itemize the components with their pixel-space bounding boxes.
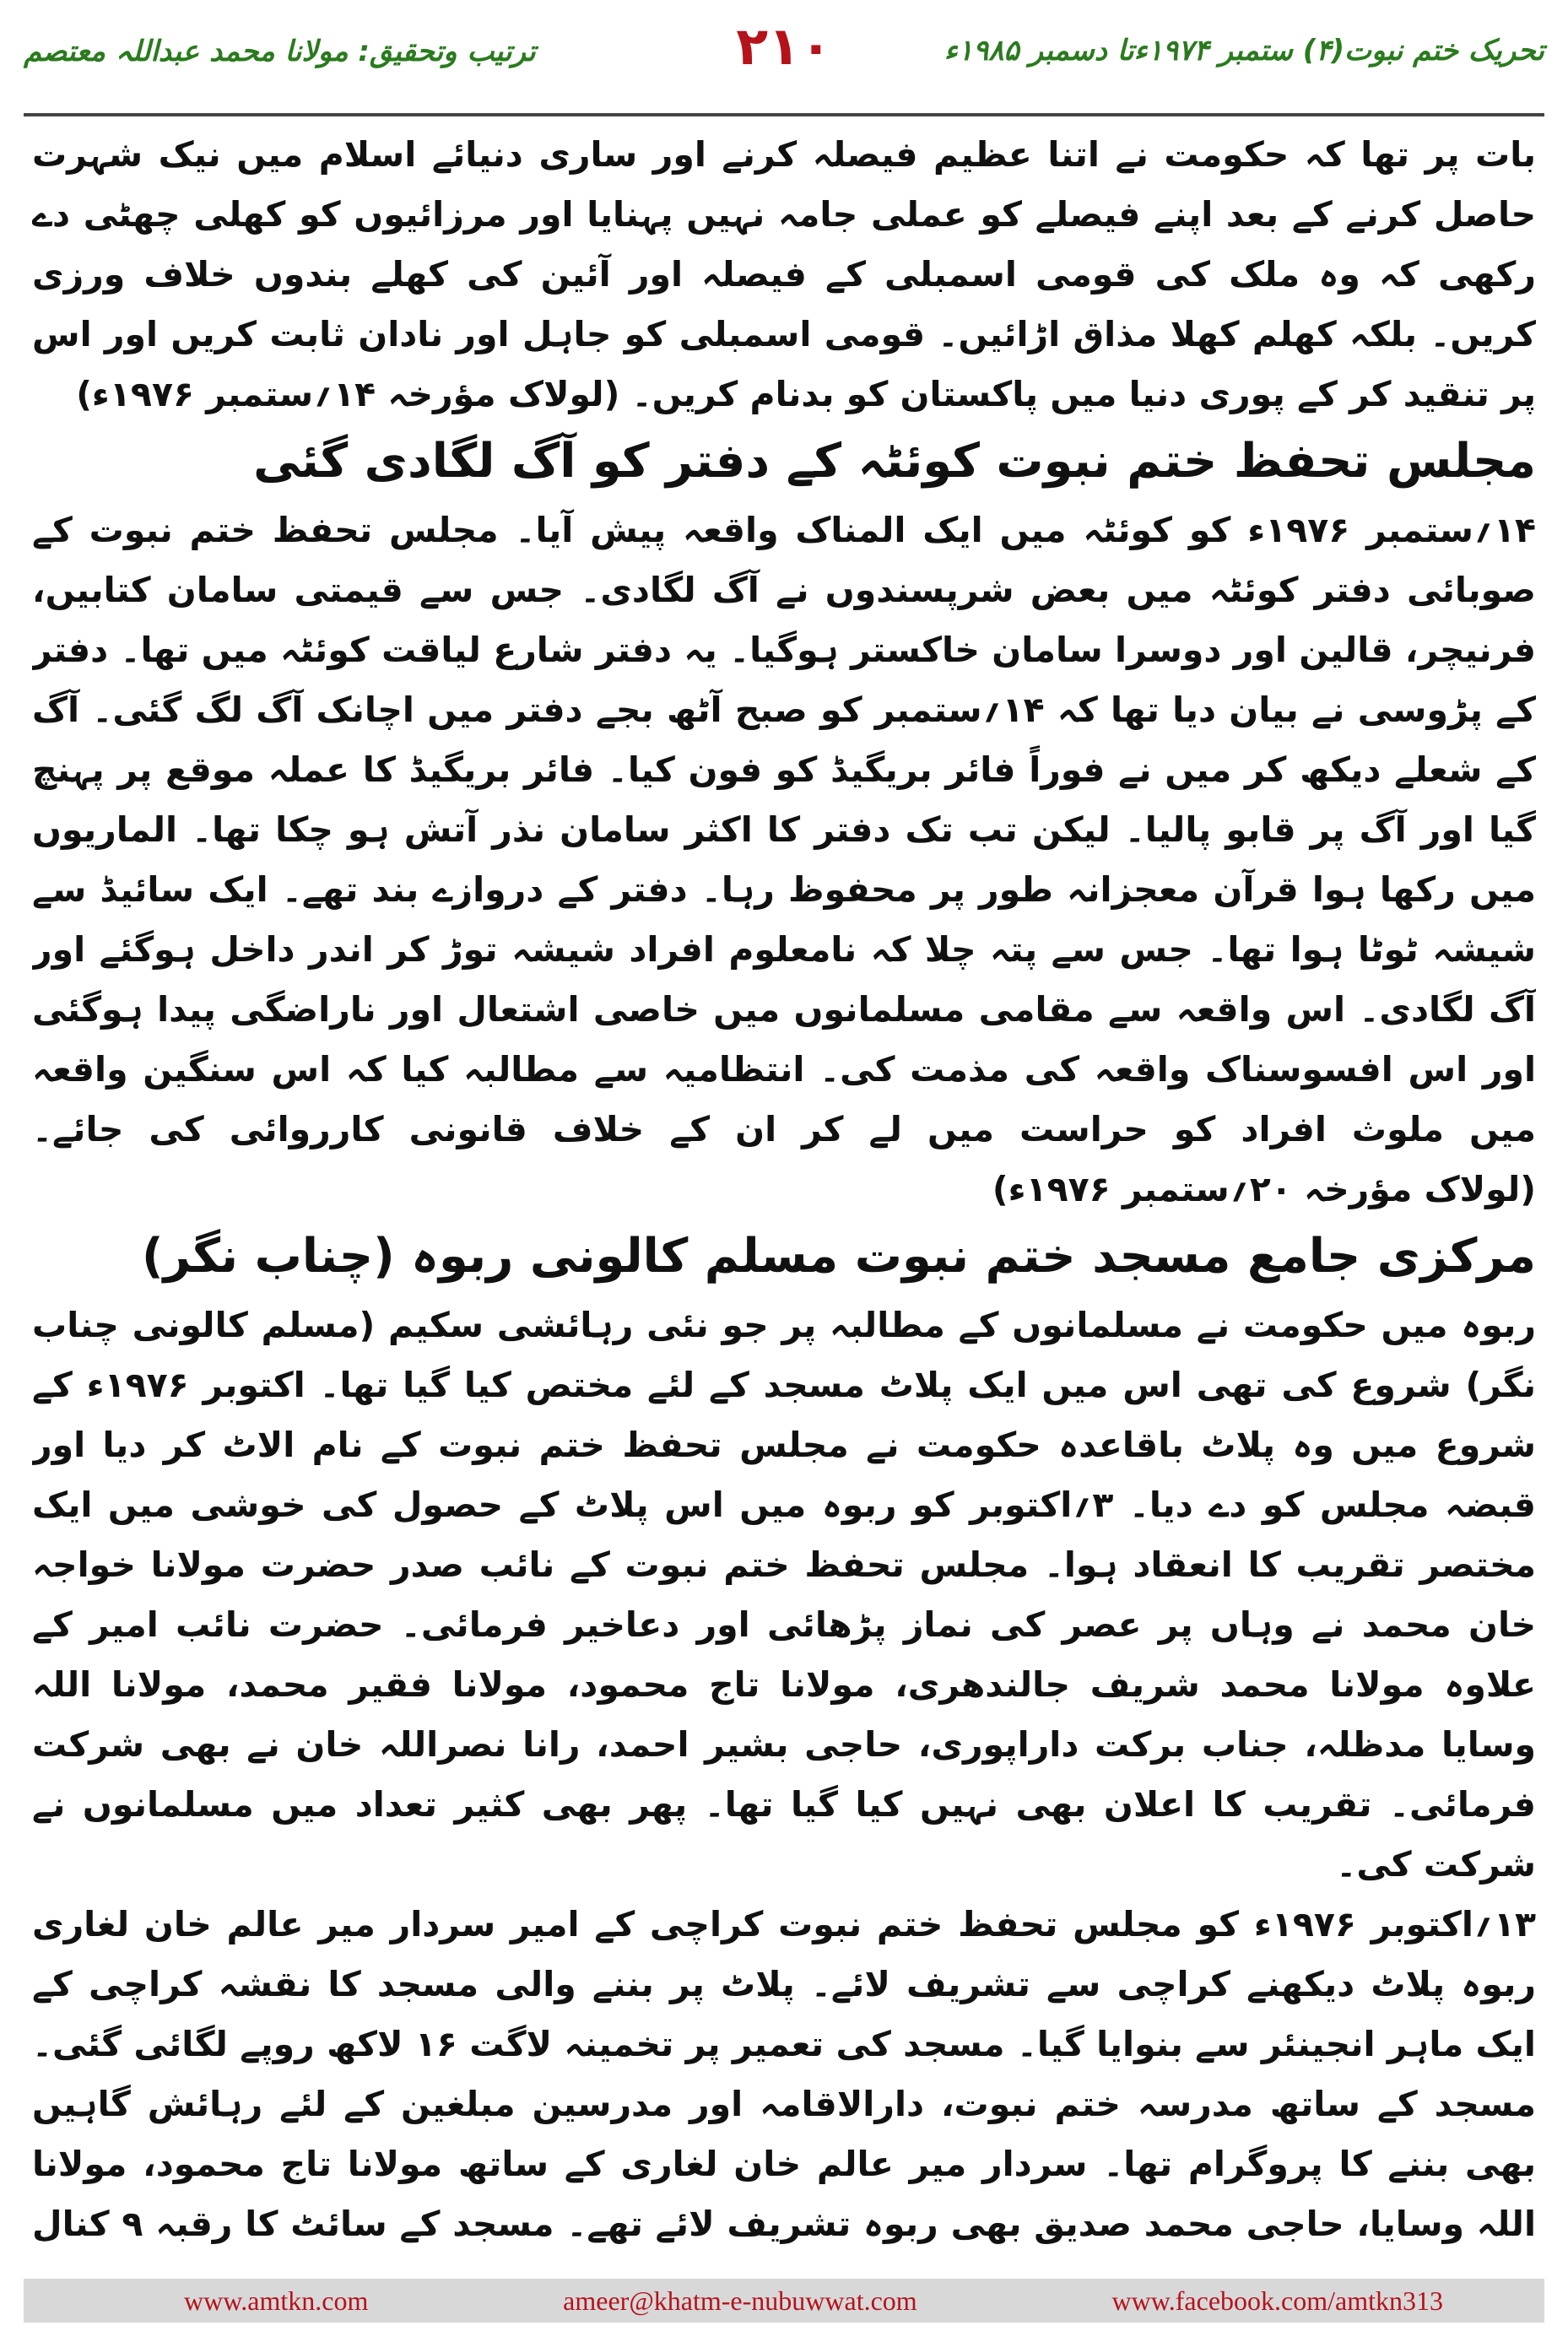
- source-reference: (لولاک مؤرخہ ۱۴؍ستمبر ۱۹۷۶ء): [76, 374, 620, 414]
- page-number: ۲۱۰: [736, 15, 832, 77]
- book-title: تحریک ختم نبوت(۴) ستمبر ۱۹۷۴ءتا دسمبر ۱۹۸۵ء: [944, 34, 1544, 68]
- paragraph: [32, 125, 1536, 425]
- source-reference: (لولاک مؤرخہ ۲۰؍ستمبر ۱۹۷۶ء): [992, 1169, 1536, 1209]
- paragraph-text: بات پر تھا کہ حکومت نے اتنا عظیم فیصلہ کرنے اور ساری دنیائے اسلام میں نیک شہرت حاصل کرنے کے بعد اپنے فیصلے کو عملی جامہ نہیں پہنایا اور مرزائیوں کو کھلی چھٹی دے رکھی کہ وہ ملک کی قومی اسمبلی کے فیصلہ اور آئین کی کھلے بندوں خلاف ورزی کریں۔ بلکہ کھلم کھلا مذاق اڑائیں۔ قومی اسمبلی کو جاہل اور نادان ثابت کریں اور اس پر تنقید کر کے پوری دنیا میں پاکستان کو بدنام کریں۔: [32, 134, 1536, 414]
- paragraph: [32, 1895, 1536, 2256]
- section-heading: مرکزی جامع مسجد ختم نبوت مسلم کالونی ربوہ (چناب نگر): [142, 1229, 1536, 1284]
- compiler-credit: ترتیب وتحقیق: مولانا محمد عبداللہ معتصم: [24, 35, 536, 68]
- website-link[interactable]: www.amtkn.com: [184, 2285, 369, 2316]
- paragraph-text: ۱۴؍ستمبر ۱۹۷۶ء کو کوئٹہ میں ایک المناک واقعہ پیش آیا۔ مجلس تحفظ ختم نبوت کے صوبائی دفتر کوئٹہ میں بعض شرپسندوں نے آگ لگادی۔ جس سے قیمتی سامان کتابیں، فرنیچر، قالین اور دوسرا سامان خاکستر ہوگیا۔ یہ دفتر شارع لیاقت کوئٹہ میں تھا۔ دفتر کے پڑوسی نے بیان دیا تھا کہ ۱۴؍ستمبر کو صبح آٹھ بجے دفتر میں اچانک آگ لگ گئی۔ آگ کے شعلے دیکھ کر میں نے فوراً فائر بریگیڈ کو فون کیا۔ فائر بریگیڈ کا عملہ موقع پر پہنچ گیا اور آگ پر قابو پالیا۔ لیکن تب تک دفتر کا اکثر سامان نذر آتش ہو چکا تھا۔ الماریوں میں رکھا ہوا قرآن معجزانہ طور پر محفوظ رہا۔ دفتر کے دروازے بند تھے۔ ایک سائیڈ سے شیشہ ٹوٹا ہوا تھا۔ جس سے پتہ چلا کہ نامعلوم افراد شیشہ توڑ کر اندر داخل ہوگئے اور آگ لگادی۔ اس واقعہ سے مقامی مسلمانوں میں خاصی اشتعال اور ناراضگی پیدا ہوگئی اور اس افسوسناک واقعہ کی مذمت کی۔ انتظامیہ سے مطالبہ کیا کہ اس سنگین واقعہ میں ملوث افراد کو حراست میں لے کر ان کے خلاف قانونی کارروائی کی جائے۔: [32, 510, 1536, 1149]
- page-header: [24, 12, 1544, 113]
- paragraph: [32, 500, 1536, 1220]
- section-heading: مجلس تحفظ ختم نبوت کوئٹہ کے دفتر کو آگ لگادی گئی: [253, 434, 1536, 489]
- paragraph: ربوہ میں حکومت نے مسلمانوں کے مطالبہ پر جو نئی رہائشی سکیم (مسلم کالونی چناب نگر) شروع کی تھی اس میں ایک پلاٹ مسجد کے لئے مختص کیا گیا تھا۔ اکتوبر ۱۹۷۶ء کے شروع میں وہ پلاٹ باقاعدہ حکومت نے مجلس تحفظ ختم نبوت کے نام الاٹ کر دیا اور قبضہ مجلس کو دے دیا۔ ۳؍اکتوبر کو ربوہ میں اس پلاٹ کے حصول کی خوشی میں ایک مختصر تقریب کا انعقاد ہوا۔ مجلس تحفظ ختم نبوت کے نائب صدر حضرت مولانا خواجہ خان محمد نے وہاں پر عصر کی نماز پڑھائی اور دعاخیر فرمائی۔ حضرت نائب امیر کے علاوہ مولانا محمد شریف جالندھری، مولانا تاج محمود، مولانا فقیر محمد، مولانا اللہ وسایا مدظلہ، جناب برکت داراپوری، حاجی بشیر احمد، رانا نصراللہ خان نے بھی شرکت فرمائی۔ تقریب کا اعلان بھی نہیں کیا گیا تھا۔ پھر بھی کثیر تعداد میں مسلمانوں نے شرکت کی۔: [32, 1305, 1536, 1885]
- paragraph-text: ۱۳؍اکتوبر ۱۹۷۶ء کو مجلس تحفظ ختم نبوت کراچی کے امیر سردار میر عالم خان لغاری ربوہ پلاٹ دیکھنے کراچی سے تشریف لائے۔ پلاٹ پر بننے والی مسجد کا نقشہ کراچی کے ایک ماہر انجینئر سے بنوایا گیا۔ مسجد کی تعمیر پر تخمینہ لاگت ۱۶ لاکھ روپے لگائی گئی۔ مسجد کے ساتھ مدرسہ ختم نبوت، دارالاقامہ اور مدرسین مبلغین کے لئے رہائش گاہیں بھی بننے کا پروگرام تھا۔ سردار میر عالم خان لغاری کے ساتھ مولانا تاج محمود، مولانا اللہ وسایا، حاجی محمد صدیق بھی ربوہ تشریف لائے تھے۔ مسجد کے سائٹ کا رقبہ ۹ کنال: [32, 1904, 1536, 2244]
- page-footer: [24, 2279, 1544, 2323]
- email-link[interactable]: ameer@khatm-e-nubuwwat.com: [563, 2285, 917, 2316]
- header-divider: [24, 113, 1544, 116]
- facebook-link[interactable]: www.facebook.com/amtkn313: [1111, 2285, 1443, 2316]
- page-content: [32, 125, 1536, 2256]
